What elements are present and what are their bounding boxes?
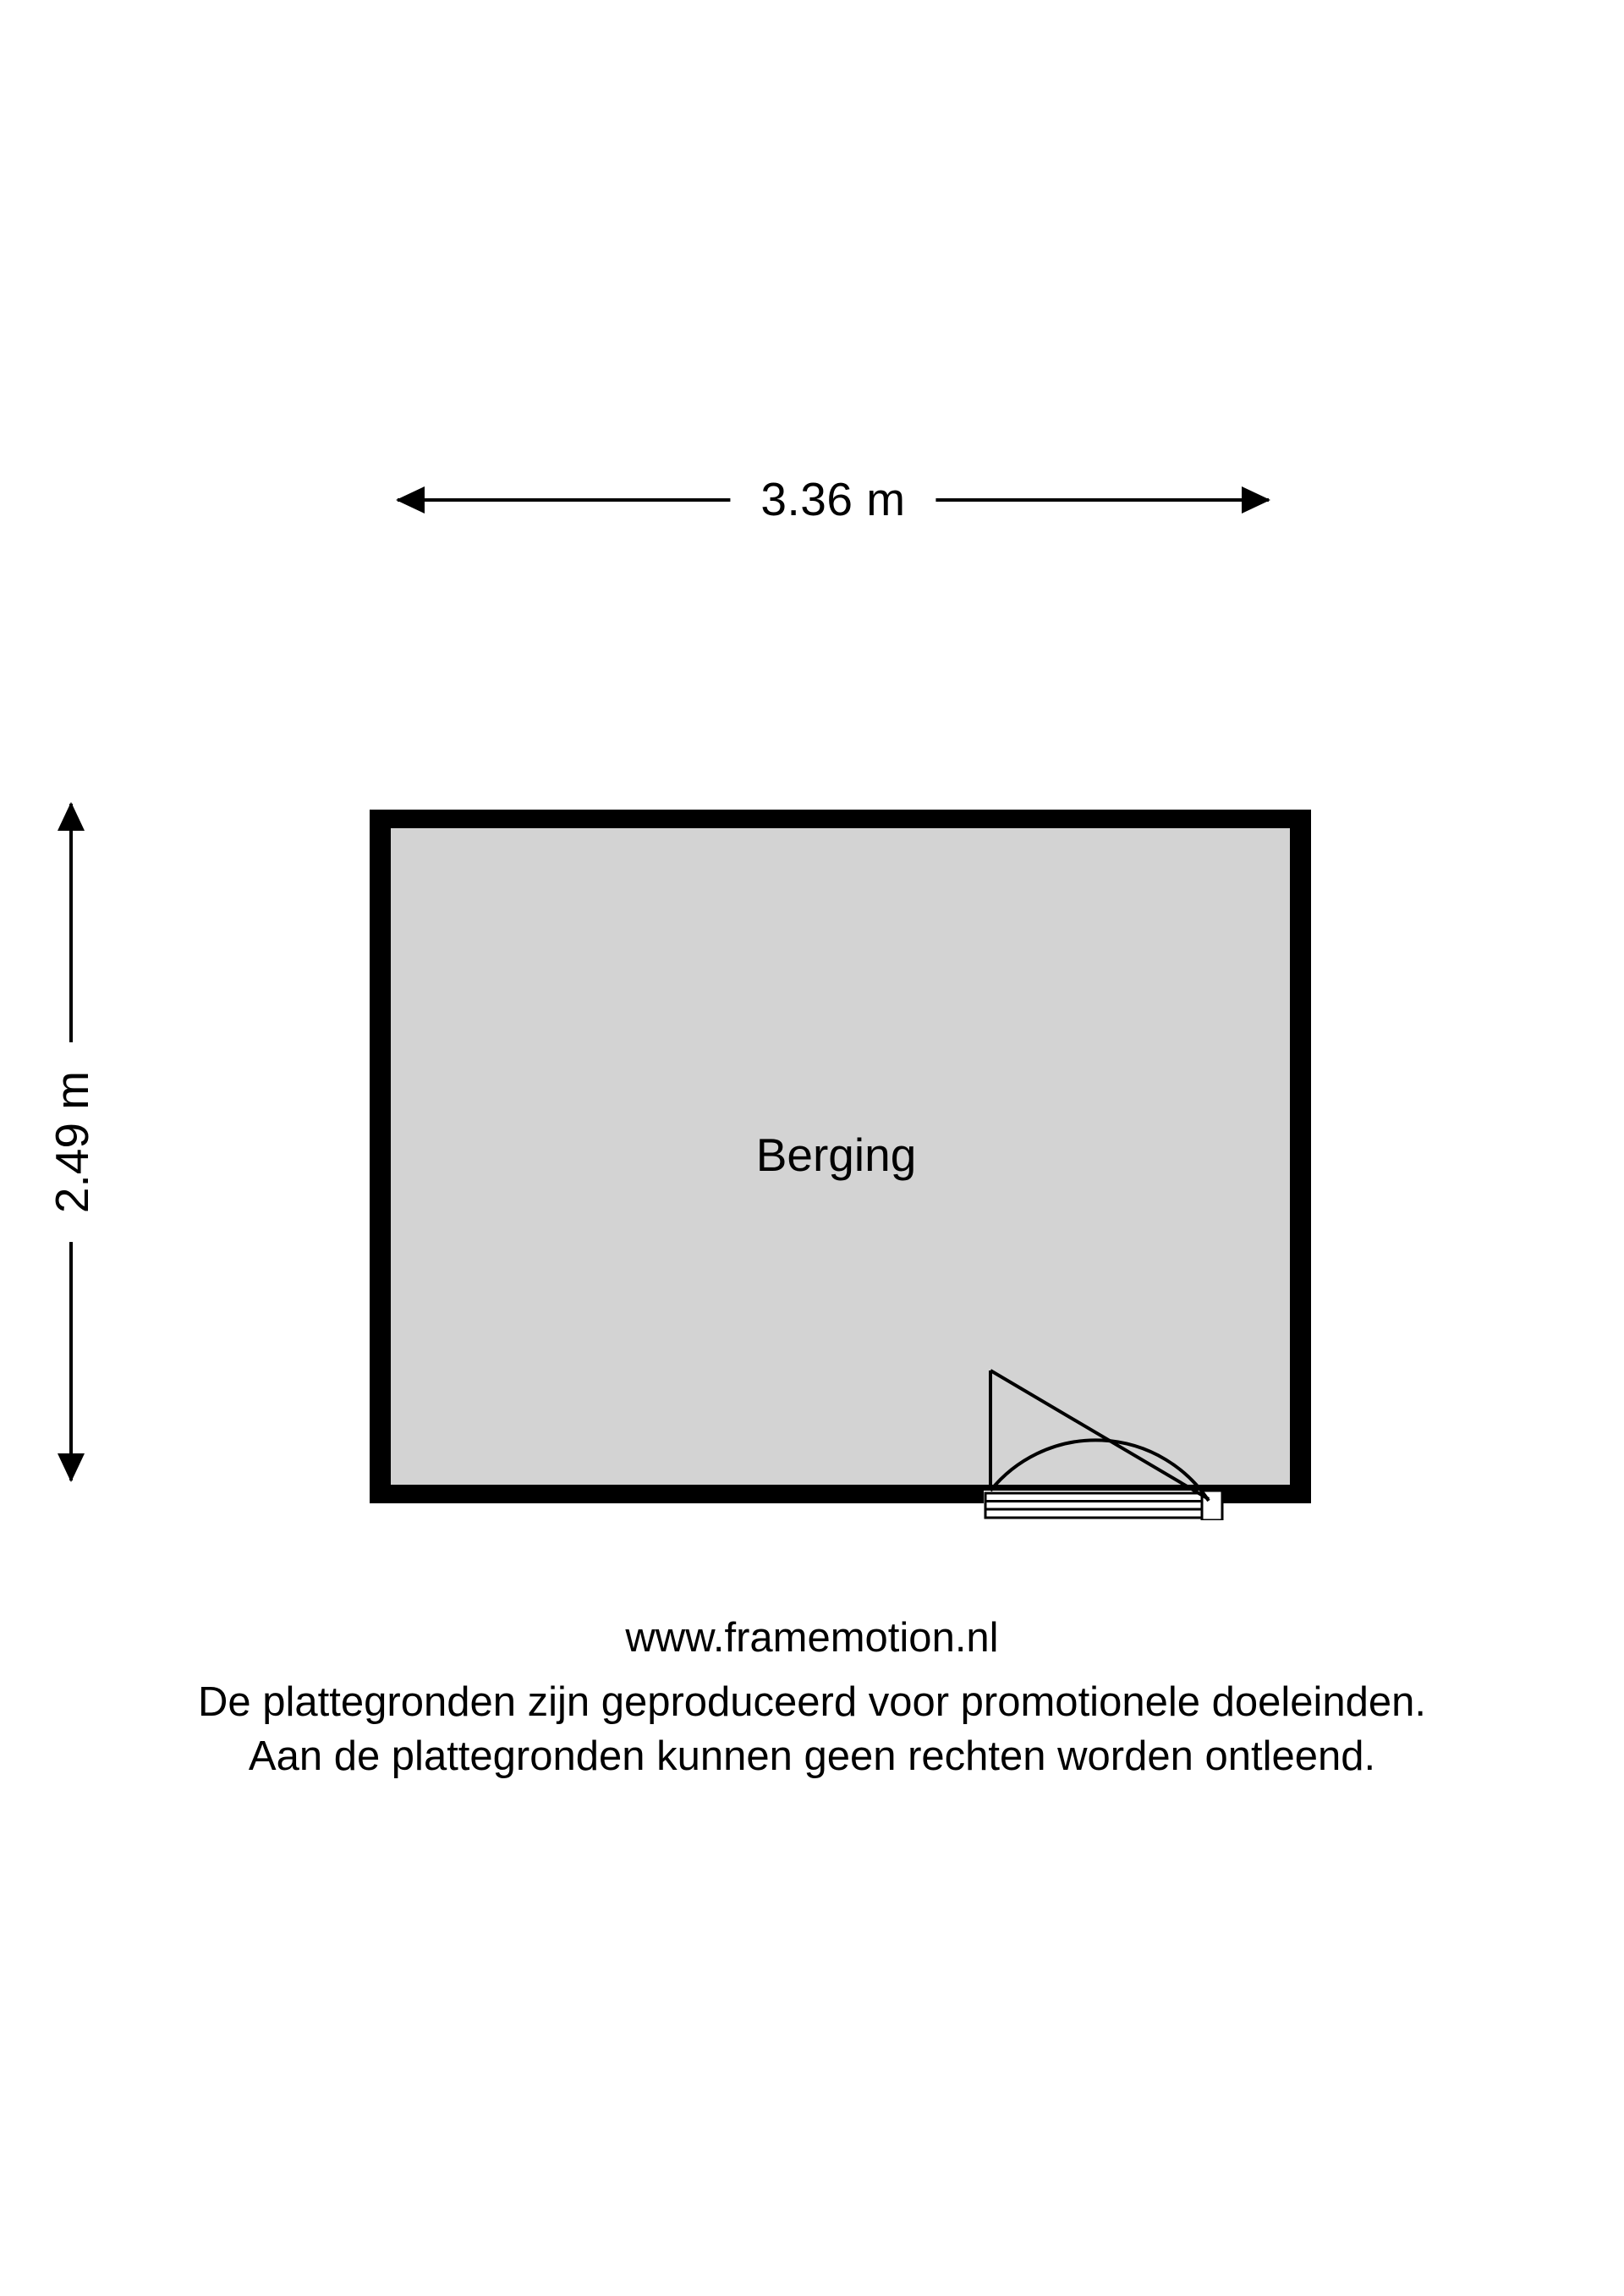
width-dimension-label: 3.36 m (730, 461, 935, 537)
disclaimer-line-1: De plattegronden zijn geproduceerd voor promotionele doeleinden. (198, 1679, 1426, 1725)
width-dimension (398, 461, 1269, 537)
footer (0, 1607, 1624, 1783)
website-text: www.framemotion.nl (625, 1615, 999, 1661)
width-arrow-left-icon (396, 486, 425, 514)
disclaimer-line-2: Aan de plattegronden kunnen geen rechten worden ontleend. (248, 1733, 1376, 1779)
width-arrow-right-icon (1242, 486, 1270, 514)
door-icon (984, 1364, 1237, 1520)
room-label: Berging (755, 1129, 917, 1181)
height-dimension-label: 2.49 m (38, 1042, 106, 1242)
height-arrow-down-icon (58, 1453, 85, 1482)
height-dimension (17, 804, 127, 1480)
height-arrow-up-icon (58, 802, 85, 831)
